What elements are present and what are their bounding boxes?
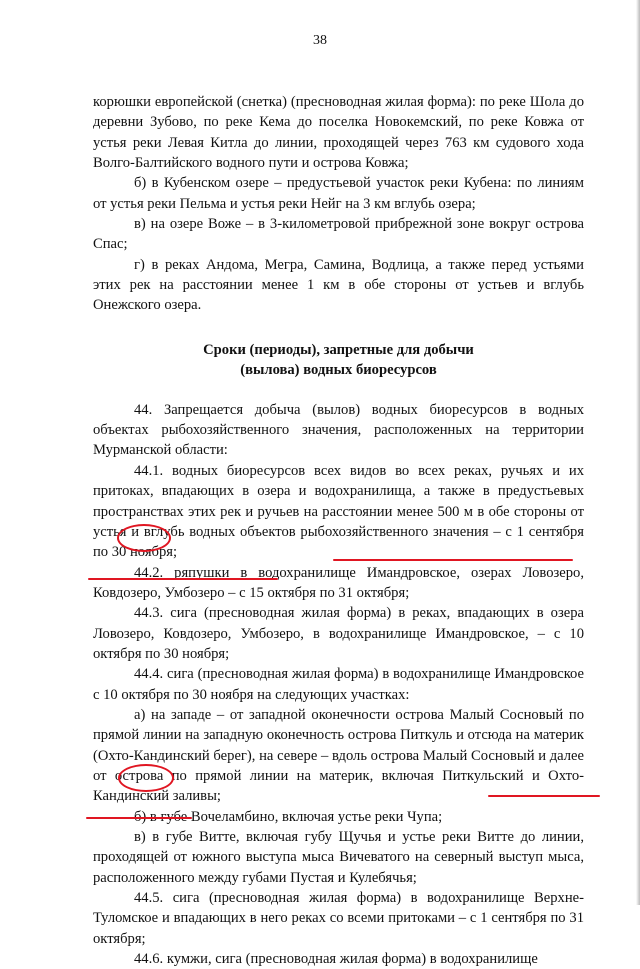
paragraph-44-4-c: в) в губе Витте, включая губу Щучья и устье реки Витте до линии, проходящей от южного выступа мыса Вичеватого на северный выступ мыса, расположенного между губами Пустая и Кулебячья;	[93, 829, 584, 886]
paragraph-item-v: в) на озере Воже – в 3-километровой прибрежной зоне вокруг острова Спас;	[93, 216, 584, 253]
section-heading-line-1: Сроки (периоды), запретные для добычи	[203, 341, 474, 358]
paragraph-44-6: 44.6. кумжи, сига (пресноводная жилая форма) в водохранилище	[134, 951, 538, 968]
section-heading	[93, 340, 584, 380]
paragraph-44-2: 44.2. ряпушки в водохранилище Имандровское, озерах Ловозеро, Ковдозеро, Умбозеро – с 15 октября по 31 октября;	[93, 564, 584, 601]
document-body	[93, 92, 584, 969]
paragraph-44-3: 44.3. сига (пресноводная жилая форма) в реках, впадающих в озера Ловозеро, Ковдозеро, Умбозеро, в водохранилище Имандровское, – с 10 октября по 30 ноября;	[93, 605, 584, 662]
paragraph-item-g: г) в реках Андома, Мегра, Самина, Водлица, а также перед устьями этих рек на расстоянии менее 1 км в обе стороны от устьев и вглубь Онежского озера.	[93, 256, 584, 314]
scan-edge-shadow	[636, 0, 640, 905]
section-heading-line-2: (вылова) водных биоресурсов	[240, 361, 437, 378]
paragraph-44-4: 44.4. сига (пресноводная жилая форма) в водохранилище Имандровское с 10 октября по 30 ноября на следующих участках:	[93, 666, 584, 703]
paragraph-44: 44. Запрещается добыча (вылов) водных биоресурсов в водных объектах рыбохозяйственного значения, расположенных на территории Мурманской области:	[93, 401, 584, 459]
paragraph-44-5: 44.5. сига (пресноводная жилая форма) в водохранилище Верхне-Туломское и впадающих в него реках со всеми притоками – с 1 сентября по 31 октября;	[93, 890, 584, 947]
paragraph-44-1: 44.1. водных биоресурсов всех видов во всех реках, ручьях и их притоках, впадающих в озера и водохранилища, а также в предустьевых пространствах этих рек и ручьев на расстоянии менее 500 м в обе стороны от устья и вглубь водных объектов рыбохозяйственного значения – с 1 сентября по 30 ноября;	[93, 462, 584, 561]
paragraph-item-b: б) в Кубенском озере – предустьевой участок реки Кубена: по линиям от устья реки Пельма и устья реки Нейг на 3 км вглубь озера;	[93, 175, 584, 212]
paragraph-smelt: корюшки европейской (снетка) (пресноводная жилая форма): по реке Шола до деревни Зубово, по реке Кема до поселка Новокемский, по реке Ковжа от устья реки Левая Китла до линии, проходящей через 763 км судового хода Волго-Балтийского водного пути и острова Ковжа;	[93, 94, 584, 172]
page-number: 38	[313, 33, 327, 48]
paragraph-44-4-a: а) на западе – от западной оконечности острова Малый Сосновый по прямой линии на западную оконечность острова Питкуль и отсюда на материк (Охто-Кандинский берег), на севере – вдоль острова Малый Сосновый и далее от острова по прямой линии на материк, включая Питкульский и Охто-Кандинский заливы;	[93, 706, 584, 805]
paragraph-44-4-b: б) в губе Вочеламбино, включая устье реки Чупа;	[134, 808, 443, 825]
